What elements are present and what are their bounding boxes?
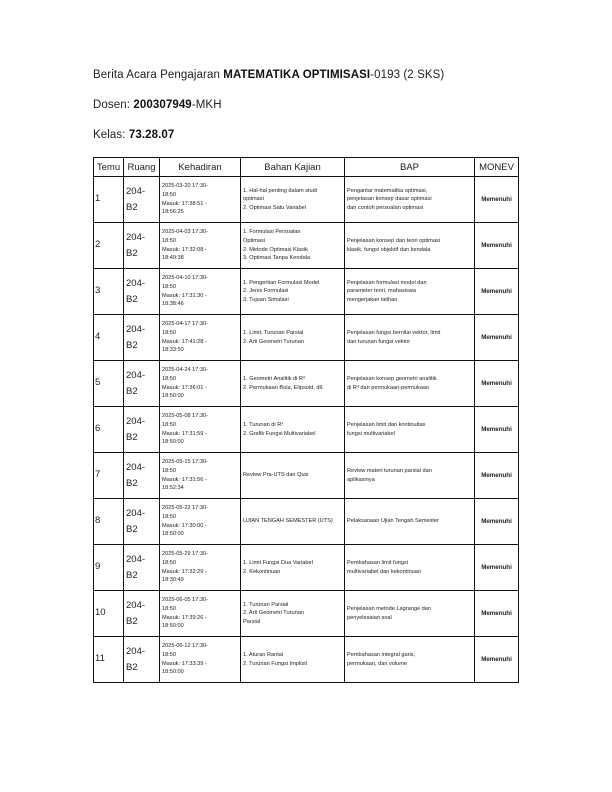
bap-cell <box>345 269 475 315</box>
monev-status: Memenuhi <box>475 545 519 591</box>
room-line: 204- <box>126 232 146 244</box>
col-header-monev: MONEV <box>475 158 519 177</box>
bap-line: aplikasinya <box>347 476 375 483</box>
monev-status: Memenuhi <box>475 361 519 407</box>
study-material-line: 2. Grafik Fungsi Multivariabel <box>243 430 316 437</box>
attendance-line: 2025-05-29 17:30- <box>162 551 209 558</box>
bap-cell <box>345 545 475 591</box>
teaching-report-table <box>93 157 519 683</box>
bap-line: Penjelasan formulasi model dan <box>347 279 427 286</box>
attendance-cell <box>160 223 241 269</box>
study-material-line: 2. Metode Optimasi Klasik <box>243 246 308 253</box>
room-line: 204- <box>126 646 146 658</box>
study-material-line: 1. Limit, Turunan Parsial <box>243 329 304 336</box>
room-cell <box>124 269 160 315</box>
bap-line: Penjelasan konsep dan teori optimasi <box>347 237 440 244</box>
table-row <box>94 453 519 499</box>
monev-status: Memenuhi <box>475 315 519 361</box>
meeting-number: 2 <box>94 223 124 269</box>
room-cell <box>124 499 160 545</box>
col-header-kehadiran: Kehadiran <box>160 158 241 177</box>
attendance-line: 2025-05-15 17:30- <box>162 459 209 466</box>
study-material-cell <box>241 591 345 637</box>
table-body <box>94 177 519 683</box>
room-cell <box>124 223 160 269</box>
attendance-cell <box>160 453 241 499</box>
dosen-suffix: -MKH <box>191 99 222 111</box>
attendance-line: Masuk: 17:33:39 - <box>162 660 207 667</box>
study-material-line: 2. Jenis Formulasi <box>243 288 289 295</box>
bap-line: Pembahasan integral garis, <box>347 651 416 658</box>
study-material-line: 1. Limit Fungsi Dua Variabel <box>243 559 313 566</box>
study-material-cell <box>241 545 345 591</box>
course-name: MATEMATIKA OPTIMISASI <box>223 69 371 81</box>
attendance-line: 2025-04-10 17:30- <box>162 275 209 282</box>
attendance-line: 2025-04-17 17:30- <box>162 321 209 328</box>
room-line: 204- <box>126 600 146 612</box>
col-header-bap: BAP <box>345 158 475 177</box>
table-row <box>94 591 519 637</box>
attendance-line: 18:50 <box>162 191 176 198</box>
study-material-cell <box>241 223 345 269</box>
study-material-line: 2. Arti Geometri Turunan <box>243 338 304 345</box>
attendance-line: Masuk: 17:31:30 - <box>162 292 207 299</box>
attendance-line: Masuk: 17:31:56 - <box>162 476 207 483</box>
kelas-label: Kelas: <box>93 129 129 141</box>
bap-line: dan turunan fungsi vektor <box>347 338 411 345</box>
study-material-cell <box>241 499 345 545</box>
monev-status: Memenuhi <box>475 499 519 545</box>
room-line: B2 <box>126 385 138 397</box>
bap-line: multivariabel dan kekontinuan <box>347 568 422 575</box>
attendance-line: 2025-05-08 17:30- <box>162 413 209 420</box>
study-material-line: Review Pra-UTS dan Quiz <box>243 472 309 479</box>
bap-line: penjelasan konsep dasar optimasi <box>347 196 432 203</box>
attendance-line: 18:50:00 <box>162 439 184 446</box>
bap-line: di R³ dan permukaan-permukaan <box>347 384 430 391</box>
class-line <box>93 129 174 141</box>
attendance-line: 18:50 <box>162 559 176 566</box>
attendance-cell <box>160 499 241 545</box>
study-material-line: 2. Arti Geometri Turunan <box>243 610 304 617</box>
study-material-cell <box>241 453 345 499</box>
bap-line: fungsi multivariabel <box>347 430 395 437</box>
bap-line: Review materi turunan parsial dan <box>347 467 432 474</box>
table-row <box>94 637 519 683</box>
dosen-id: 200307949 <box>133 99 192 111</box>
meeting-number: 7 <box>94 453 124 499</box>
attendance-line: Masuk: 17:32:29 - <box>162 568 207 575</box>
attendance-line: Masuk: 17:41:28 - <box>162 338 207 345</box>
attendance-line: 18:50 <box>162 651 176 658</box>
bap-cell <box>345 315 475 361</box>
bap-cell <box>345 177 475 223</box>
room-line: 204- <box>126 462 146 474</box>
col-header-temu: Temu <box>94 158 124 177</box>
attendance-cell <box>160 177 241 223</box>
attendance-line: 18:50 <box>162 375 176 382</box>
attendance-line: 2025-03-20 17:30- <box>162 183 209 190</box>
room-line: B2 <box>126 615 138 627</box>
bap-cell <box>345 361 475 407</box>
monev-status: Memenuhi <box>475 453 519 499</box>
study-material-line: 2. Kekontinuan <box>243 568 281 575</box>
meeting-number: 6 <box>94 407 124 453</box>
attendance-line: 18:50 <box>162 467 176 474</box>
room-line: B2 <box>126 247 138 259</box>
meeting-number: 4 <box>94 315 124 361</box>
bap-line: Penjelasan konsep geometri analitik <box>347 375 437 382</box>
bap-line: Penjelasan fungsi bernilai vektor, limit <box>347 329 441 336</box>
bap-line: Pelaksanaan Ujian Tengah Semester <box>347 518 439 525</box>
table-row <box>94 269 519 315</box>
attendance-cell <box>160 545 241 591</box>
lecturer-line <box>93 99 222 111</box>
study-material-cell <box>241 269 345 315</box>
study-material-line: 2. Permukaan Bola, Elipsoid, dll. <box>243 384 324 391</box>
attendance-cell <box>160 315 241 361</box>
attendance-line: 2025-06-05 17:30- <box>162 597 209 604</box>
attendance-line: Masuk: 17:32:08 - <box>162 246 207 253</box>
attendance-line: Masuk: 17:38:51 - <box>162 200 207 207</box>
attendance-line: 18:50:00 <box>162 623 184 630</box>
bap-line: klasik, fungsi objektif dan kendala <box>347 246 431 253</box>
attendance-line: 18:38:46 <box>162 301 184 308</box>
bap-cell <box>345 453 475 499</box>
attendance-line: 18:30:49 <box>162 577 184 584</box>
room-cell <box>124 591 160 637</box>
study-material-cell <box>241 177 345 223</box>
meeting-number: 5 <box>94 361 124 407</box>
room-cell <box>124 545 160 591</box>
study-material-cell <box>241 637 345 683</box>
room-line: B2 <box>126 339 138 351</box>
attendance-cell <box>160 361 241 407</box>
attendance-cell <box>160 637 241 683</box>
attendance-line: 2025-04-24 17:30- <box>162 367 209 374</box>
bap-line: parameter teori, mahasiswa <box>347 288 417 295</box>
room-cell <box>124 407 160 453</box>
room-line: B2 <box>126 477 138 489</box>
monev-status: Memenuhi <box>475 269 519 315</box>
attendance-line: 18:50 <box>162 513 176 520</box>
room-cell <box>124 453 160 499</box>
room-line: 204- <box>126 324 146 336</box>
attendance-line: 18:50 <box>162 329 176 336</box>
study-material-line: 1. Geometri Analitik di R³ <box>243 375 305 382</box>
room-line: B2 <box>126 661 138 673</box>
attendance-line: Masuk: 17:31:59 - <box>162 430 207 437</box>
room-line: 204- <box>126 186 146 198</box>
study-material-line: 3. Tujuan Simulasi <box>243 296 289 303</box>
bap-cell <box>345 499 475 545</box>
attendance-line: 18:56:25 <box>162 209 184 216</box>
bap-line: Penjelasan limit dan kontinuitas <box>347 421 426 428</box>
attendance-line: 2025-06-12 17:30- <box>162 643 209 650</box>
study-material-line: 2. Turunan Fungsi Implisit <box>243 660 308 667</box>
table-row <box>94 407 519 453</box>
study-material-line: 1. Aturan Rantai <box>243 651 284 658</box>
bap-line: Pembahasan limit fungsi <box>347 559 408 566</box>
attendance-line: Masuk: 17:36:01 - <box>162 384 207 391</box>
room-cell <box>124 637 160 683</box>
room-line: 204- <box>126 416 146 428</box>
study-material-cell <box>241 361 345 407</box>
bap-line: dan contoh persoalan optimasi <box>347 204 424 211</box>
bap-cell <box>345 223 475 269</box>
study-material-line: 1. Turunan di R³ <box>243 421 284 428</box>
monev-status: Memenuhi <box>475 223 519 269</box>
table-row <box>94 361 519 407</box>
meeting-number: 3 <box>94 269 124 315</box>
table-row <box>94 177 519 223</box>
bap-cell <box>345 407 475 453</box>
attendance-line: 2025-05-22 17:30- <box>162 505 209 512</box>
meeting-number: 1 <box>94 177 124 223</box>
table-row <box>94 315 519 361</box>
attendance-line: 18:49:38 <box>162 255 184 262</box>
bap-cell <box>345 591 475 637</box>
monev-status: Memenuhi <box>475 591 519 637</box>
attendance-line: 18:50:00 <box>162 669 184 676</box>
study-material-line: 1. Pengertian Formulasi Model <box>243 279 320 286</box>
col-header-bahan-kajian: Bahan Kajian <box>241 158 345 177</box>
col-header-ruang: Ruang <box>124 158 160 177</box>
attendance-line: 2025-04-03 17:30- <box>162 229 209 236</box>
table-row <box>94 499 519 545</box>
meeting-number: 10 <box>94 591 124 637</box>
attendance-line: 18:50 <box>162 421 176 428</box>
kelas-value: 73.28.07 <box>128 129 175 141</box>
room-line: 204- <box>126 508 146 520</box>
bap-line: Penjelasan metode Lagrange dan <box>347 605 431 612</box>
table-row <box>94 545 519 591</box>
attendance-line: 18:52:34 <box>162 485 184 492</box>
monev-status: Memenuhi <box>475 637 519 683</box>
attendance-cell <box>160 269 241 315</box>
attendance-line: 18:33:50 <box>162 347 184 354</box>
bap-cell <box>345 637 475 683</box>
attendance-line: 18:50 <box>162 605 176 612</box>
meeting-number: 8 <box>94 499 124 545</box>
meeting-number: 9 <box>94 545 124 591</box>
room-line: B2 <box>126 523 138 535</box>
study-material-cell <box>241 407 345 453</box>
room-line: B2 <box>126 431 138 443</box>
attendance-cell <box>160 591 241 637</box>
study-material-line: 1. Turunan Parsial <box>243 601 289 608</box>
monev-status: Memenuhi <box>475 177 519 223</box>
study-material-line: 1. Formulasi Persoalan <box>243 229 301 236</box>
room-cell <box>124 361 160 407</box>
study-material-line: optimasi <box>243 196 264 203</box>
room-cell <box>124 315 160 361</box>
attendance-line: 18:50:00 <box>162 531 184 538</box>
report-title <box>93 69 444 81</box>
table-header-row <box>94 158 519 177</box>
dosen-label: Dosen: <box>93 99 134 111</box>
attendance-line: 18:50:00 <box>162 393 184 400</box>
study-material-line: Parsial <box>243 618 261 625</box>
bap-line: Pengantar matematika optimasi, <box>347 187 428 194</box>
room-cell <box>124 177 160 223</box>
bap-line: penyelesaian soal <box>347 614 392 621</box>
attendance-line: 18:50 <box>162 283 176 290</box>
study-material-cell <box>241 315 345 361</box>
room-line: 204- <box>126 278 146 290</box>
room-line: B2 <box>126 569 138 581</box>
table-row <box>94 223 519 269</box>
study-material-line: UJIAN TENGAH SEMESTER (UTS) <box>243 518 333 525</box>
monev-status: Memenuhi <box>475 407 519 453</box>
study-material-line: 3. Optimasi Tanpa Kendala <box>243 255 311 262</box>
title-prefix: Berita Acara Pengajaran <box>93 69 224 81</box>
meeting-number: 11 <box>94 637 124 683</box>
attendance-line: Masuk: 17:39:26 - <box>162 614 207 621</box>
study-material-line: Optimasi <box>243 237 266 244</box>
attendance-cell <box>160 407 241 453</box>
room-line: B2 <box>126 293 138 305</box>
room-line: B2 <box>126 201 138 213</box>
study-material-line: 2. Optimasi Satu Variabel <box>243 204 307 211</box>
attendance-line: Masuk: 17:30:00 - <box>162 522 207 529</box>
room-line: 204- <box>126 554 146 566</box>
room-line: 204- <box>126 370 146 382</box>
bap-line: permukaan, dan volume <box>347 660 408 667</box>
attendance-line: 18:50 <box>162 237 176 244</box>
study-material-line: 1. Hal-hal penting dalam studi <box>243 187 318 194</box>
course-code: -0193 (2 SKS) <box>370 69 445 81</box>
bap-line: mengerjakan latihan <box>347 296 398 303</box>
